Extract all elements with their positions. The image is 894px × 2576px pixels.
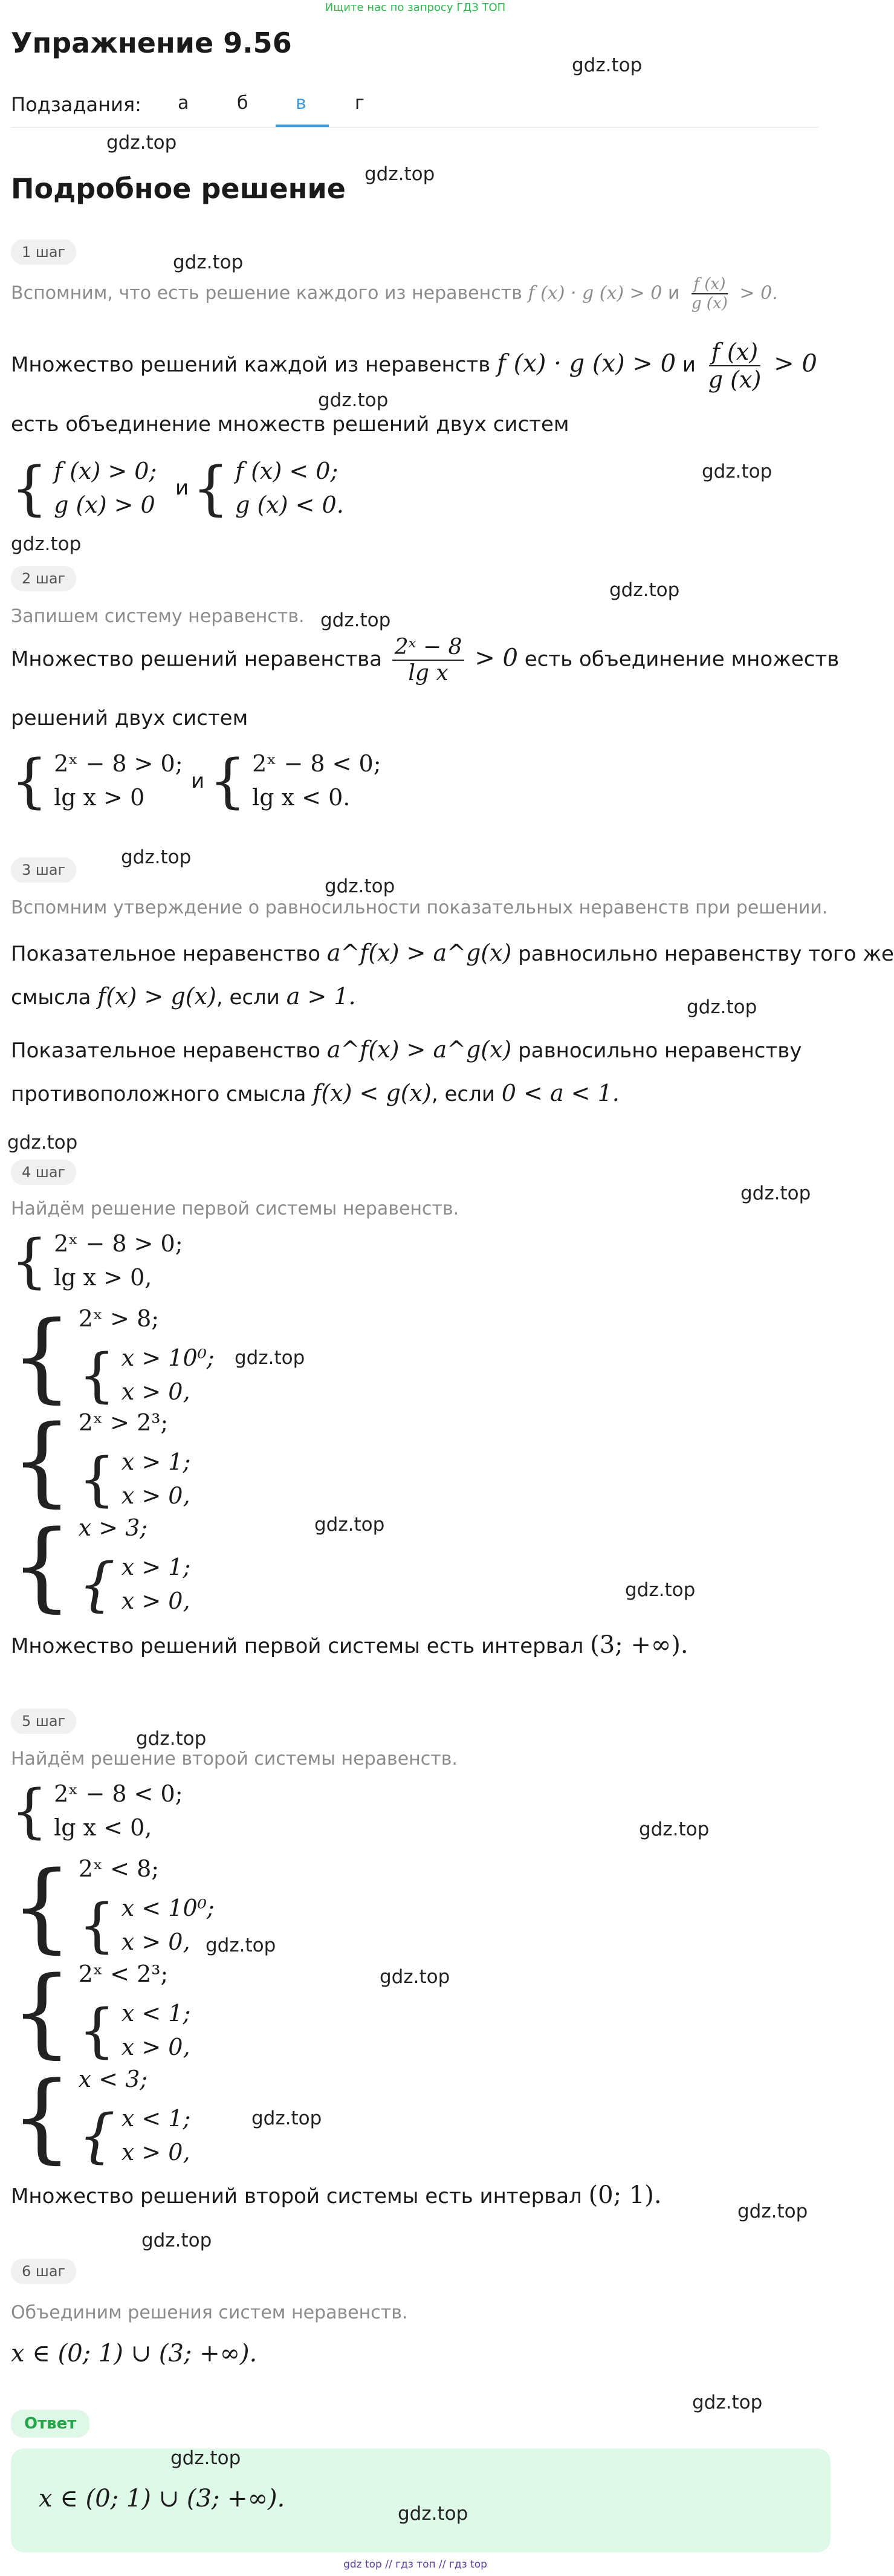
step-text: смысла f(x) > g(x), если a > 1.: [11, 983, 356, 1010]
answer-expression: x ∈ (0; 1) ∪ (3; +∞).: [39, 2485, 285, 2513]
watermark: gdz.top: [398, 2503, 468, 2525]
system-b: { f (x) < 0; g (x) < 0.: [192, 455, 344, 522]
watermark: gdz.top: [572, 54, 643, 76]
step-text: Показательное неравенство a^f(x) > a^g(x) равносильно неравенству: [11, 1036, 802, 1063]
footer: gdz top // гдз топ // гдз top: [343, 2558, 487, 2571]
watermark: gdz.top: [325, 875, 395, 897]
watermark: gdz.top: [314, 1514, 385, 1536]
step-text: Показательное неравенство a^f(x) > a^g(x) равносильно неравенству того же: [11, 939, 894, 966]
active-tab-indicator: [276, 125, 329, 127]
watermark: gdz.top: [106, 132, 177, 154]
step-text: Множество решений неравенства $\frac{\text{2ˣ − 8}}{\text{lg x}}$ > 0 есть объединение множеств: [11, 635, 840, 686]
watermark: gdz.top: [11, 533, 82, 555]
watermark: gdz.top: [740, 1183, 811, 1204]
watermark: gdz.top: [251, 2107, 322, 2129]
step-hint: Найдём решение первой системы неравенств.: [11, 1198, 459, 1219]
watermark: gdz.top: [318, 389, 389, 411]
system-b: { 2ˣ − 8 < 0; lg x < 0.: [209, 747, 381, 815]
watermark: gdz.top: [364, 163, 435, 185]
watermark: gdz.top: [136, 1728, 207, 1750]
step-badge: 5 шаг: [11, 1708, 76, 1734]
step-badge: 1 шаг: [11, 239, 76, 265]
conjunction: и: [191, 769, 205, 793]
watermark: gdz.top: [121, 846, 192, 868]
watermark: gdz.top: [206, 1935, 276, 1956]
watermark: gdz.top: [609, 579, 680, 601]
step-hint: Объединим решения систем неравенств.: [11, 2302, 408, 2323]
step-text: Множество решений каждой из неравенств f (x) · g (x) > 0 и $\frac{f (x)}{g (x)}$ > 0: [11, 339, 817, 393]
system-3: { 2ˣ > 2³; { x > 1; x > 0,: [11, 1404, 191, 1517]
tabs-divider: [11, 127, 818, 128]
watermark: gdz.top: [687, 996, 757, 1018]
step-result: Множество решений второй системы есть интервал (0; 1).: [11, 2181, 662, 2209]
system-4: { x < 3; { x < 1; x > 0,: [11, 2060, 191, 2173]
solution-heading: Подробное решение: [11, 172, 346, 205]
subtasks-label: Подзадания:: [11, 93, 141, 116]
page-title: Упражнение 9.56: [11, 27, 292, 59]
system-3: { 2ˣ < 2³; { x < 1; x > 0,: [11, 1955, 191, 2068]
step-hint: Вспомним утверждение о равносильности показательных неравенств при решении.: [11, 897, 828, 918]
step-hint: Запишем систему неравенств.: [11, 606, 305, 627]
step-badge: 6 шаг: [11, 2259, 76, 2284]
system-2: { 2ˣ > 8; { x > 10⁰; x > 0,: [11, 1300, 215, 1413]
step-badge: 3 шаг: [11, 857, 76, 883]
system-1: { 2ˣ − 8 > 0; lg x > 0,: [11, 1227, 183, 1295]
watermark: gdz.top: [320, 609, 391, 631]
system-a: { 2ˣ − 8 > 0; lg x > 0: [11, 747, 183, 815]
watermark: gdz.top: [625, 1579, 696, 1601]
watermark: gdz.top: [170, 2447, 241, 2469]
tab-v[interactable]: в: [296, 92, 306, 114]
system-a: { f (x) > 0; g (x) > 0: [11, 455, 157, 522]
system-2: { 2ˣ < 8; { x < 10⁰; x > 0,: [11, 1850, 215, 1963]
answer-badge: Ответ: [11, 2410, 89, 2438]
step-text: решений двух систем: [11, 706, 248, 730]
step-badge: 4 шаг: [11, 1160, 76, 1185]
tab-g[interactable]: г: [355, 92, 364, 114]
tab-b[interactable]: б: [237, 92, 248, 114]
system-1: { 2ˣ − 8 < 0; lg x < 0,: [11, 1777, 183, 1845]
watermark: gdz.top: [702, 461, 773, 482]
tab-a[interactable]: а: [178, 92, 189, 114]
step-hint: Найдём решение второй системы неравенств.: [11, 1748, 458, 1770]
watermark: gdz.top: [235, 1347, 305, 1369]
step-result: x ∈ (0; 1) ∪ (3; +∞).: [11, 2340, 258, 2367]
watermark: gdz.top: [737, 2201, 808, 2222]
step-result: Множество решений первой системы есть интервал (3; +∞).: [11, 1631, 688, 1659]
watermark: gdz.top: [7, 1132, 78, 1153]
step-badge: 2 шаг: [11, 566, 76, 591]
watermark: gdz.top: [692, 2392, 763, 2413]
watermark: gdz.top: [141, 2230, 212, 2251]
step-text: противоположного смысла f(x) < g(x), если 0 < a < 1.: [11, 1080, 620, 1106]
step-hint: Вспомним, что есть решение каждого из неравенств f (x) · g (x) > 0 и $\frac{f (x)}{g (x)}$ > 0.: [11, 275, 778, 313]
top-note: Ищите нас по запросу ГДЗ ТОП: [325, 1, 506, 14]
watermark: gdz.top: [173, 251, 244, 273]
watermark: gdz.top: [380, 1966, 450, 1988]
step-text: есть объединение множеств решений двух систем: [11, 412, 569, 436]
conjunction: и: [175, 476, 189, 500]
watermark: gdz.top: [639, 1818, 710, 1840]
system-4: { x > 3; { x > 1; x > 0,: [11, 1509, 191, 1622]
